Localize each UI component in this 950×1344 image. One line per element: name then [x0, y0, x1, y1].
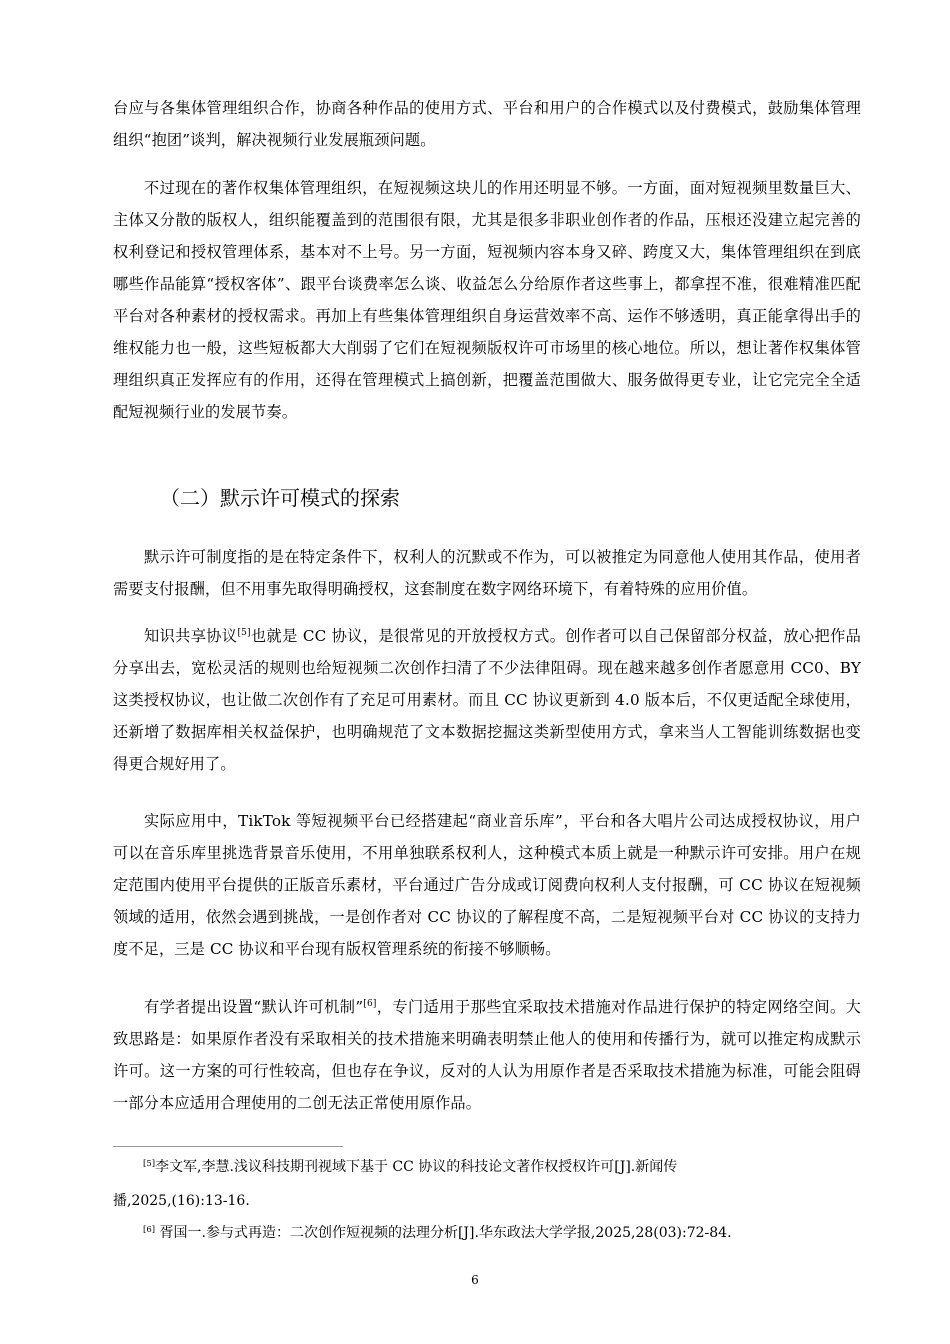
- footnote-5: [113, 1150, 861, 1218]
- footnote-text: 胥国一.参与式再造：二次创作短视频的法理分析[J].华东政法大学学报,2025,28(03):72-84.: [155, 1225, 732, 1241]
- footnote-text: 李文军,李慧.浅议科技期刊视域下基于 CC 协议的科技论文著作权授权许可[J].新闻传: [155, 1159, 678, 1175]
- body-paragraph-creative-commons: [113, 620, 861, 780]
- footnote-mark: [5]: [143, 1159, 156, 1169]
- paragraph-text: 不过现在的著作权集体管理组织，在短视频这块儿的作用还明显不够。一方面，面对短视频里数量巨大、主体又分散的版权人，组织能覆盖到的范围很有限，尤其是很多非职业创作者的作品，压根还没建立起完善的权利登记和授权管理体系，基本对不上号。另一方面，短视频内容本身又碎、跨度又大，集体管理组织在到底哪些作品能算“授权客体”、跟平台谈费率怎么谈、收益怎么分给原作者这些事上，都拿捏不准，很难精准匹配平台对各种素材的授权需求。再加上有些集体管理组织自身运营效率不高、运作不够透明，真正能拿得出手的维权能力也一般，这些短板都大大削弱了它们在短视频版权许可市场里的核心地位。所以，想让著作权集体管理组织真正发挥应有的作用，还得在管理模式上搞创新，把覆盖范围做大、服务做得更专业，让它完完全全适配短视频行业的发展节奏。: [113, 179, 861, 421]
- page-number: 6: [471, 1273, 479, 1287]
- footnote-reference[interactable]: [6]: [363, 999, 377, 1009]
- body-paragraph-implied-license-definition: [113, 541, 861, 605]
- section-heading: （二）默示许可模式的探索: [160, 486, 400, 510]
- body-paragraph-collective-management: [113, 172, 861, 428]
- footnote-reference[interactable]: [5]: [237, 628, 251, 638]
- paragraph-text-part: ，专门适用于那些宜采取技术措施对作品进行保护的特定网络空间。大致思路是：如果原作者没有采取相关的技术措施来明确表明禁止他人的使用和传播行为，就可以推定构成默示许可。这一方案的可行性较高，但也存在争议，反对的人认为用原作者是否采取技术措施为标准，可能会阻碍一部分本应适用合理使用的二创无法正常使用原作品。: [113, 998, 861, 1112]
- paragraph-text-part: 也就是 CC 协议，是很常见的开放授权方式。创作者可以自己保留部分权益，放心把作品分享出去，宽松灵活的规则也给短视频二次创作扫清了不少法律阻碍。现在越来越多创作者愿意用 CC0、BY 这类授权协议，也让做二次创作有了充足可用素材。而且 CC 协议更新到 4.0 版本后，不仅更适配全球使用，还新增了数据库相关权益保护，也明确规范了文本数据挖掘这类新型使用方式，拿来当人工智能训练数据也变得更合规好用了。: [113, 627, 861, 773]
- footnote-mark: [6]: [143, 1225, 156, 1235]
- footnote-text: 播,2025,(16):13-16.: [113, 1193, 250, 1209]
- paragraph-text: 默示许可制度指的是在特定条件下，权利人的沉默或不作为，可以被推定为同意他人使用其作品，使用者需要支付报酬，但不用事先取得明确授权，这套制度在数字网络环境下，有着特殊的应用价值。: [113, 548, 861, 598]
- paragraph-text: [113, 620, 861, 780]
- paragraph-text-part: 知识共享协议: [144, 627, 238, 645]
- body-paragraph-default-license-mechanism: [113, 991, 861, 1119]
- paragraph-text: [113, 991, 861, 1119]
- paragraph-text: 实际应用中，TikTok 等短视频平台已经搭建起“商业音乐库”，平台和各大唱片公司达成授权协议，用户可以在音乐库里挑选背景音乐使用，不用单独联系权利人，这种模式本质上就是一种默示许可安排。用户在规定范围内使用平台提供的正版音乐素材，平台通过广告分成或订阅费向权利人支付报酬，可 CC 协议在短视频领域的适用，依然会遇到挑战，一是创作者对 CC 协议的了解程度不高，二是短视频平台对 CC 协议的支持力度不足，三是 CC 协议和平台现有版权管理系统的衔接不够顺畅。: [113, 812, 861, 958]
- footnote-separator: [113, 1146, 343, 1147]
- footnote-6: [113, 1216, 861, 1250]
- body-paragraph-continued: [113, 92, 861, 156]
- paragraph-text: 台应与各集体管理组织合作，协商各种作品的使用方式、平台和用户的合作模式以及付费模式，鼓励集体管理组织“抱团”谈判，解决视频行业发展瓶颈问题。: [113, 99, 861, 149]
- body-paragraph-practical-application: [113, 805, 861, 965]
- paragraph-text-part: 有学者提出设置“默认许可机制”: [144, 998, 364, 1016]
